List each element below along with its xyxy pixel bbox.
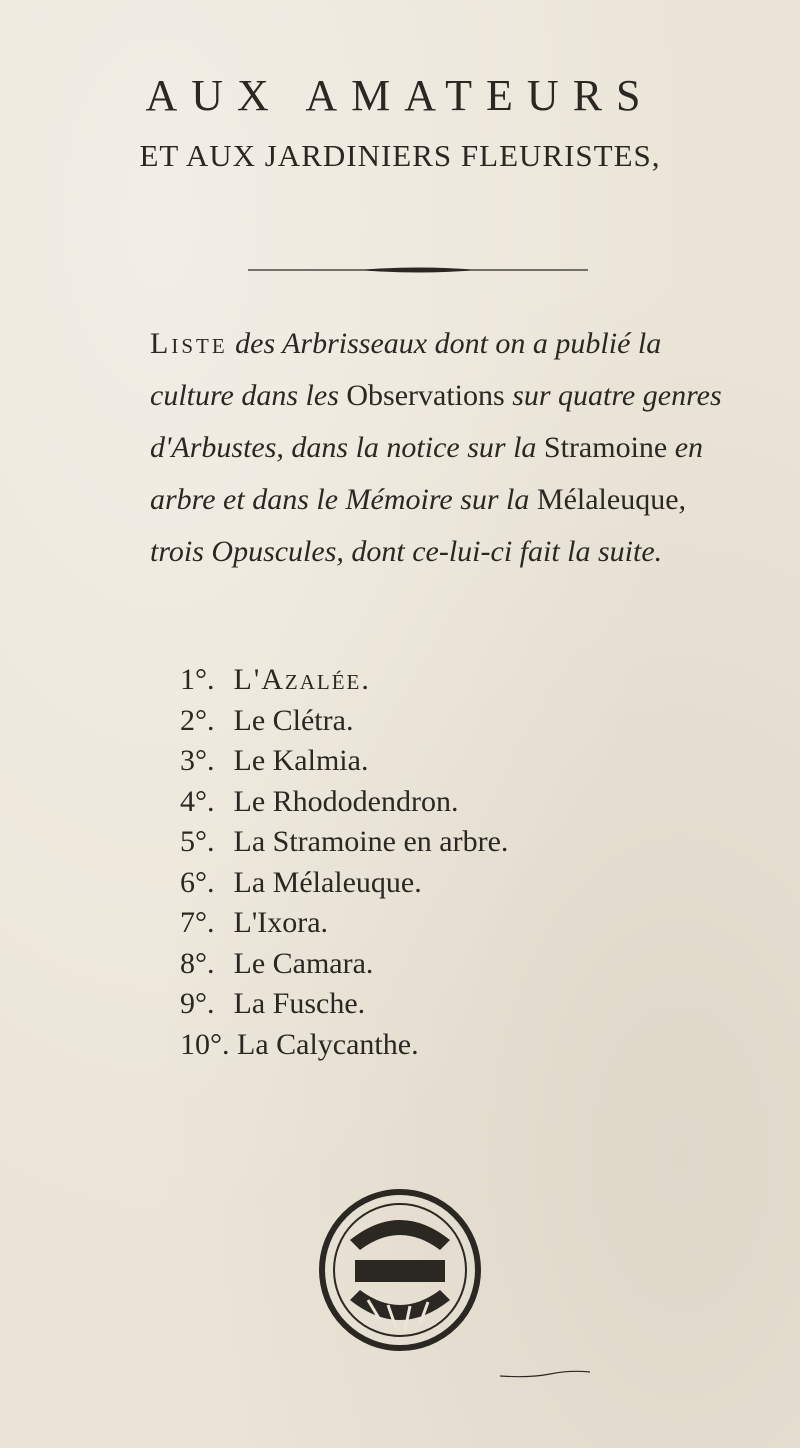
list-item-number: 2°. <box>180 703 215 737</box>
intro-text-6: Mélaleuque <box>536 483 679 516</box>
list-item <box>180 863 740 904</box>
list-item-number: 7°. <box>180 906 215 939</box>
list-item <box>180 782 740 823</box>
list-item-label: La Stramoine en arbre. <box>233 825 509 858</box>
list-item <box>180 822 740 863</box>
list-item-label: Le Camara. <box>233 946 374 980</box>
list-item-number: 3°. <box>180 744 215 777</box>
list-item-number: 1°. <box>180 663 215 696</box>
list-item-number: 9°. <box>180 987 215 1020</box>
intro-text-2: Observations <box>346 379 505 412</box>
library-stamp-icon <box>310 1180 490 1360</box>
list-item-label: La Mélaleuque. <box>233 865 422 899</box>
list-item-number: 4°. <box>180 784 215 818</box>
intro-text-1: des Arbrisseaux dont on a publié la culture dans les <box>150 327 662 412</box>
list-item-number: 8°. <box>180 946 215 980</box>
decorative-rule <box>248 266 588 274</box>
list-item-label: La Calycanthe. <box>237 1027 419 1061</box>
list-item-label: Le Clétra. <box>233 703 354 737</box>
list-item-number: 6°. <box>180 865 215 899</box>
list-item <box>180 741 740 782</box>
list-item <box>180 903 740 944</box>
shrub-list <box>180 660 740 1065</box>
list-item-number: 5°. <box>180 825 215 858</box>
intro-text-5: en arbre et dans le Mémoire sur la <box>150 431 704 516</box>
list-item <box>180 701 740 742</box>
list-item <box>180 944 740 985</box>
list-item-label: L'Azalée. <box>233 663 371 696</box>
intro-text-7: , trois Opuscules, dont ce-lui-ci fait la suite. <box>150 483 687 568</box>
list-item-label: L'Ixora. <box>233 906 329 939</box>
intro-text-4: Stramoine <box>543 431 668 464</box>
list-item-number: 10°. <box>180 1027 230 1061</box>
page-subtitle: ET AUX JARDINIERS FLEURISTES, <box>139 138 661 173</box>
intro-paragraph <box>150 318 740 578</box>
intro-lead-word: Liste <box>150 327 228 360</box>
list-item-label: Le Kalmia. <box>233 744 369 777</box>
list-item <box>180 1025 740 1066</box>
decorative-flourish <box>500 1368 590 1380</box>
list-item <box>180 660 740 701</box>
page-title: AUX AMATEURS <box>145 71 655 120</box>
list-item <box>180 984 740 1025</box>
list-item-label: Le Rhododendron. <box>233 784 459 818</box>
intro-text-3: sur quatre genres d'Arbustes, dans la notice sur la <box>150 379 722 464</box>
list-item-label: La Fusche. <box>233 987 366 1020</box>
